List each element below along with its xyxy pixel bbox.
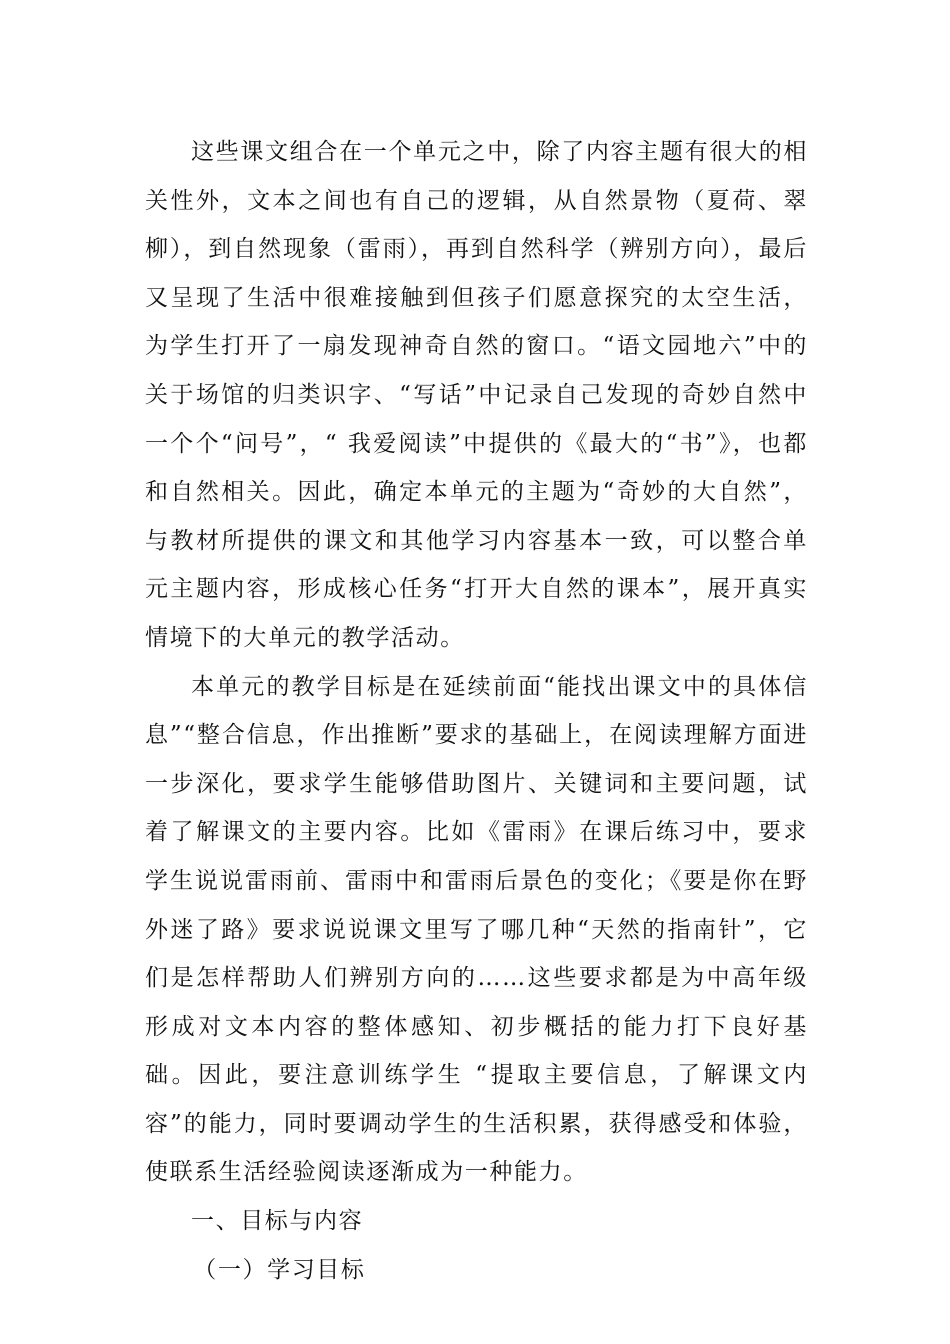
subsection-heading: （一）学习目标 [193, 1256, 366, 1283]
paragraph-teaching-goals: 本单元的教学目标是在延续前面“能找出课文中的具体信息”“整合信息，作出推断”要求的基础上，在阅读理解方面进一步深化，要求学生能够借助图片、关键词和主要问题，试着了解课文的主要内容。比如《雷雨》在课后练习中，要求学生说说雷雨前、雷雨中和雷雨后景色的变化；《要是你在野外迷了路》要求说说课文里写了哪几种“天然的指南针”，它们是怎样帮助人们辨别方向的……这些要求都是为中高年级形成对文本内容的整体感知、初步概括的能力打下良好基础。因此，要注意训练学生 “提取主要信息，了解课文内容”的能力，同时要调动学生的生活积累，获得感受和体验，使联系生活经验阅读逐渐成为一种能力。 [145, 673, 808, 1186]
document-body [145, 128, 808, 1294]
paragraph-unit-theme: 这些课文组合在一个单元之中，除了内容主题有很大的相关性外，文本之间也有自己的逻辑，从自然景物（夏荷、翠柳），到自然现象（雷雨），再到自然科学（辨别方向），最后又呈现了生活中很难接触到但孩子们愿意探究的太空生活，为学生打开了一扇发现神奇自然的窗口。“语文园地六”中的关于场馆的归类识字、“写话”中记录自己发现的奇妙自然中一个个“问号”，“ 我爱阅读”中提供的《最大的“书”》，也都和自然相关。因此，确定本单元的主题为“奇妙的大自然”，与教材所提供的课文和其他学习内容基本一致，可以整合单元主题内容，形成核心任务“打开大自然的课本”，展开真实情境下的大单元的教学活动。 [145, 139, 808, 651]
section-heading: 一、目标与内容 [191, 1208, 364, 1235]
